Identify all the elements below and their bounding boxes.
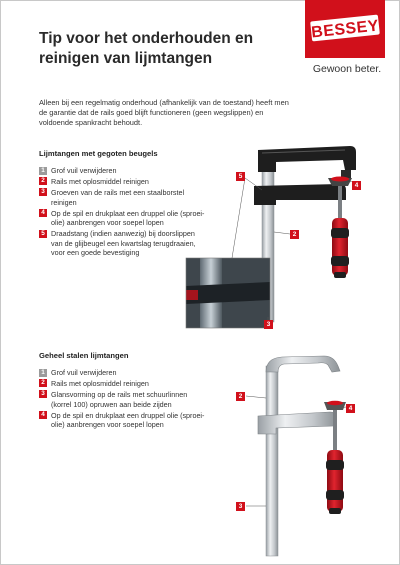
step-text: Draadstang (indien aanwezig) bij doorslippen van de glijbeugel een kwartslag terugdraaien, voor een goede bevestiging (51, 229, 196, 258)
title-line-1: Tip voor het onderhouden en (39, 30, 254, 47)
handle-2 (327, 450, 343, 512)
sliding-jaw-2 (258, 412, 336, 434)
svg-text:BESSEY: BESSEY (310, 17, 380, 42)
step-number-badge: 1 (39, 167, 47, 175)
callout-1-d: 3 (264, 320, 273, 329)
step-number-badge: 4 (39, 209, 47, 217)
step-text: Grof vuil verwijderen (51, 166, 117, 175)
step-number-badge: 3 (39, 188, 47, 196)
callout-2-a: 2 (236, 392, 245, 401)
step-number-badge: 3 (39, 390, 47, 398)
intro-paragraph: Alleen bij een regelmatig onderhoud (afhankelijk van de toestand) heeft men de garantie dat de rails goed blijft functioneren (geen wegslippen) en voldoende spankracht behoudt. (39, 98, 289, 127)
section1-title: Lijmtangen met gegoten beugels (39, 149, 158, 158)
step-number-badge: 1 (39, 369, 47, 377)
handle-1 (332, 218, 348, 276)
step-number-badge: 5 (39, 230, 47, 238)
title-line-2: reinigen van lijmtangen (39, 50, 213, 67)
rail-2 (266, 366, 278, 556)
callout-1-b: 4 (352, 181, 361, 190)
step-number-badge: 2 (39, 379, 47, 387)
step-text: Glansvorming op de rails met schuurlinnen (korrel 100) opruwen aan beide zijden (51, 389, 188, 409)
step-text: Op de spil en drukplaat een druppel olie (sproei-olie) aanbrengen voor soepel lopen (51, 208, 205, 228)
step-text: Groeven van de rails met een staalborstel reinigen (51, 187, 185, 207)
steel-clamp-illustration (246, 356, 346, 556)
fixed-jaw-2 (266, 356, 340, 372)
callout-1-a: 5 (236, 172, 245, 181)
step-text: Grof vuil verwijderen (51, 368, 117, 377)
brand-slogan: Gewoon beter. (312, 63, 382, 75)
step-text: Rails met oplosmiddel reinigen (51, 176, 149, 186)
sliding-jaw-1 (254, 184, 346, 205)
cast-clamp-illustration (186, 146, 356, 328)
step-text: Op de spil en drukplaat een druppel olie (sproei-olie) aanbrengen voor soepel lopen (51, 410, 205, 430)
step-number-badge: 2 (39, 177, 47, 185)
section2-title: Geheel stalen lijmtangen (39, 351, 129, 360)
spindle-2 (333, 410, 337, 456)
step-number-badge: 4 (39, 411, 47, 419)
step-text: Rails met oplosmiddel reinigen (51, 378, 149, 388)
callout-2-b: 4 (346, 404, 355, 413)
callout-1-c: 2 (290, 230, 299, 239)
callout-2-c: 3 (236, 502, 245, 511)
